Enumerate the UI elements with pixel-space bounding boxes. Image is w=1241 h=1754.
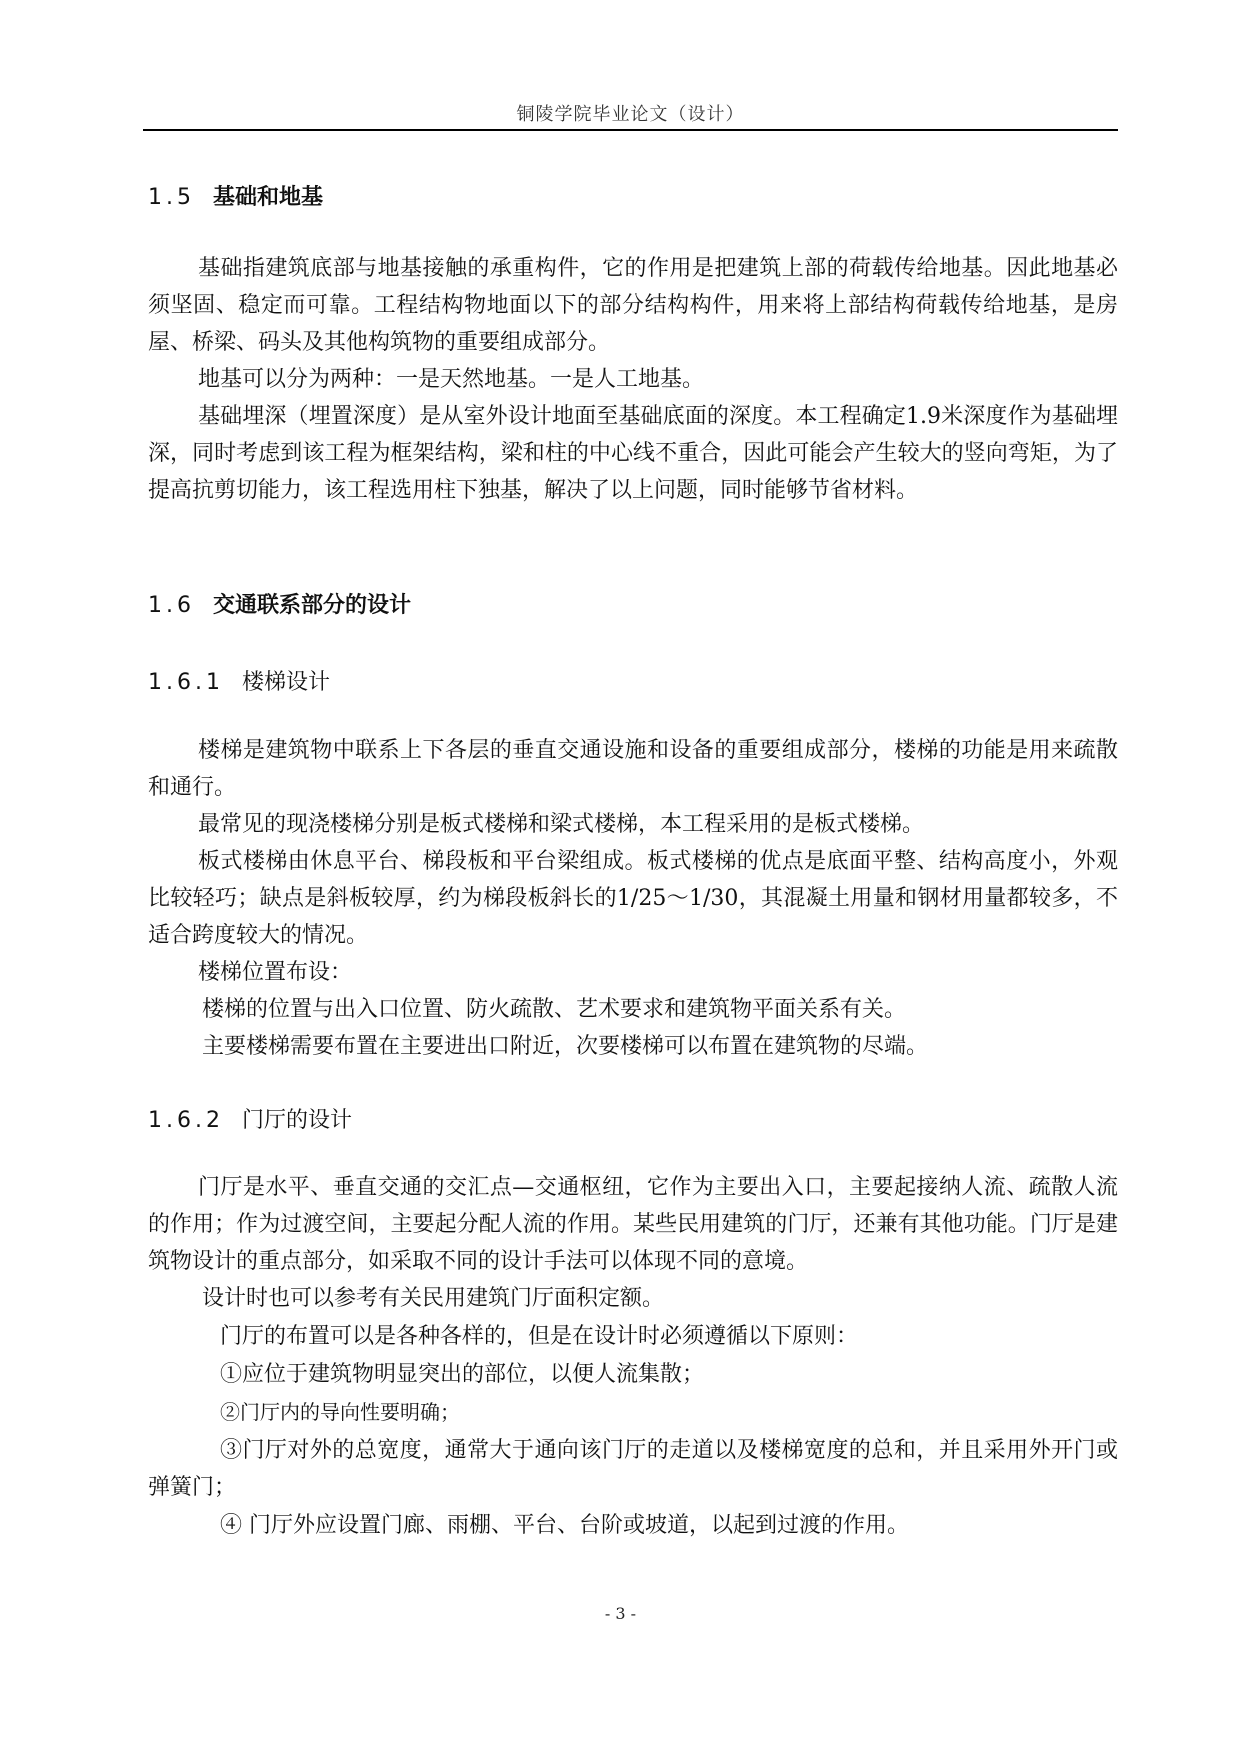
list-item-principle-4: ④ 门厅外应设置门廊、雨棚、平台、台阶或坡道，以起到过渡的作用。 — [220, 1513, 909, 1538]
paragraph-foundation-types: 地基可以分为两种：一是天然地基。一是人工地基。 — [198, 367, 705, 392]
section-title: 门厅的设计 — [241, 1108, 352, 1133]
paragraph-stairs-common-types: 最常见的现浇楼梯分别是板式楼梯和梁式楼梯，本工程采用的是板式楼梯。 — [198, 812, 925, 837]
section-heading-1-6 — [148, 588, 411, 619]
section-heading-1-5 — [148, 180, 323, 211]
list-item-principle-2: ②门厅内的导向性要明确； — [220, 1400, 460, 1424]
page-number: - 3 - — [604, 1604, 637, 1623]
paragraph-slab-stairs: 板式楼梯由休息平台、梯段板和平台梁组成。板式楼梯的优点是底面平整、结构高度小，外观比较轻巧；缺点是斜板较厚，约为梯段板斜长的1/25～1/30，其混凝土用量和钢材用量都较多，不适合跨度较大的情况。 — [148, 849, 1118, 948]
paragraph-lobby-area-quota: 设计时也可以参考有关民用建筑门厅面积定额。 — [202, 1286, 665, 1311]
header-rule — [143, 129, 1118, 131]
paragraph-stairs-definition: 楼梯是建筑物中联系上下各层的垂直交通设施和设备的重要组成部分，楼梯的功能是用来疏散和通行。 — [148, 738, 1118, 800]
section-title: 基础和地基 — [213, 185, 324, 210]
section-number: 1.6.2 — [148, 1108, 224, 1133]
section-number: 1.6 — [148, 593, 195, 618]
paragraph-stairs-position: 楼梯的位置与出入口位置、防火疏散、艺术要求和建筑物平面关系有关。 — [202, 997, 907, 1022]
paragraph-stairs-layout-label: 楼梯位置布设： — [198, 960, 353, 985]
section-title: 交通联系部分的设计 — [213, 593, 412, 618]
subsection-heading-1-6-2 — [148, 1103, 352, 1134]
page-header: 铜陵学院毕业论文（设计） — [516, 104, 745, 125]
paragraph-lobby-principles: 门厅的布置可以是各种各样的，但是在设计时必须遵循以下原则： — [220, 1324, 859, 1349]
list-item-principle-3: ③门厅对外的总宽度，通常大于通向该门厅的走道以及楼梯宽度的总和，并且采用外开门或弹簧门； — [148, 1438, 1118, 1500]
section-number: 1.6.1 — [148, 670, 224, 695]
section-number: 1.5 — [148, 185, 195, 210]
paragraph-stairs-main-secondary: 主要楼梯需要布置在主要进出口附近，次要楼梯可以布置在建筑物的尽端。 — [202, 1034, 929, 1059]
paragraph-foundation-definition: 基础指建筑底部与地基接触的承重构件，它的作用是把建筑上部的荷载传给地基。因此地基必须坚固、稳定而可靠。工程结构物地面以下的部分结构构件，用来将上部结构荷载传给地基，是房屋、桥梁、码头及其他构筑物的重要组成部分。 — [148, 256, 1118, 355]
subsection-heading-1-6-1 — [148, 665, 330, 696]
list-item-principle-1: ①应位于建筑物明显突出的部位，以便人流集散； — [220, 1362, 705, 1387]
section-title: 楼梯设计 — [241, 670, 330, 695]
paragraph-foundation-depth: 基础埋深（埋置深度）是从室外设计地面至基础底面的深度。本工程确定1.9米深度作为基础埋深，同时考虑到该工程为框架结构，梁和柱的中心线不重合，因此可能会产生较大的竖向弯矩，为了提高抗剪切能力，该工程选用柱下独基，解决了以上问题，同时能够节省材料。 — [148, 404, 1118, 503]
paragraph-lobby-definition: 门厅是水平、垂直交通的交汇点—交通枢纽，它作为主要出入口，主要起接纳人流、疏散人流的作用；作为过渡空间，主要起分配人流的作用。某些民用建筑的门厅，还兼有其他功能。门厅是建筑物设计的重点部分，如采取不同的设计手法可以体现不同的意境。 — [148, 1175, 1118, 1274]
